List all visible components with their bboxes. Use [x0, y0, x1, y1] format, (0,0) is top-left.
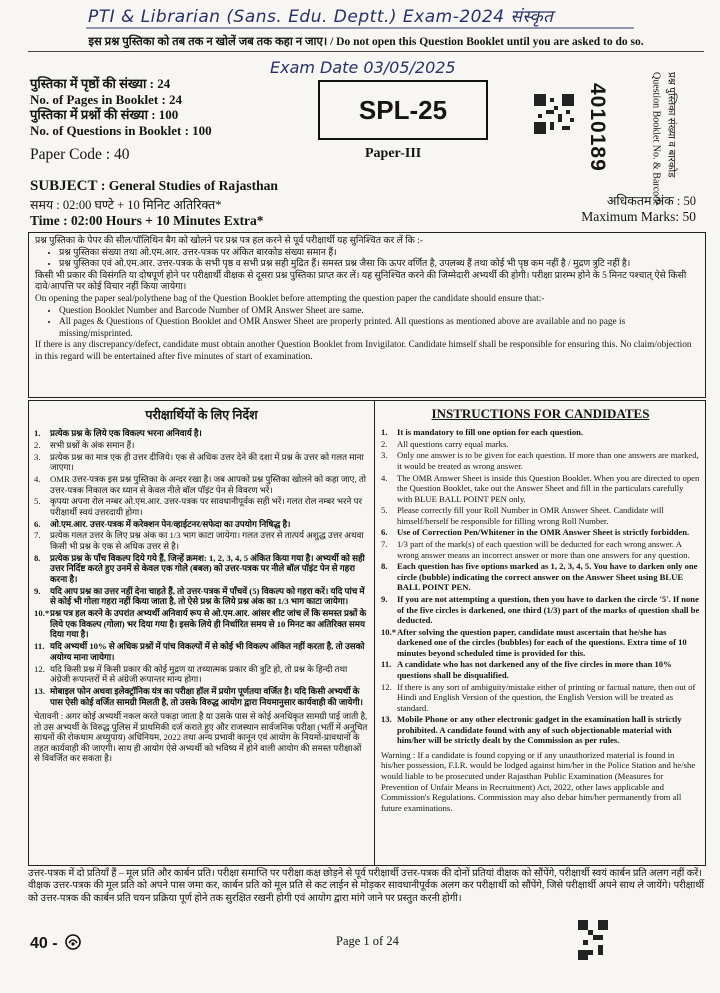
- instructions-columns: [28, 400, 706, 866]
- english-warning: Warning : If a candidate is found copying or if any unauthorized material is found in his/her possession, F.I.R. would be lodged against him/her in the Police Station and he/she would liable to be prosecuted under Rajasthan Public Examination (Measures for Prevention of Unfair Means in Recruitment) Act, 2022, other laws applicable and Commission's Regulations. Commission may also debar him/her permanently from all future examinations.: [381, 749, 696, 813]
- english-instructions-title: INSTRUCTIONS FOR CANDIDATES: [431, 406, 650, 421]
- questions-count-english: No. of Questions in Booklet : 100: [30, 122, 212, 138]
- hindi-instructions-list: [34, 428, 369, 707]
- qr-code-icon: [534, 94, 574, 134]
- subject-label: SUBJECT: [30, 178, 98, 194]
- footer-code-text: 40 -: [30, 935, 58, 952]
- rpsc-logo-icon: [65, 934, 81, 950]
- marks-info: [581, 194, 696, 224]
- subject-value: : General Studies of Rajasthan: [100, 178, 278, 193]
- footer-paper-code: [30, 934, 81, 953]
- hindi-instructions: [29, 401, 375, 865]
- list-item: 13. Mobile Phone or any other electronic gadget in the examination hall is strictly prohibited. A candidate found with any of such objectionable material with him/her will be strictly dealt by the Commission as per rules.: [381, 714, 682, 746]
- max-marks-hindi: अधिकतम अंक : 50: [606, 194, 696, 208]
- list-item: 8. Each question has five options marked as 1, 2, 3, 4, 5. You have to darken only one circle (bubble) indicating the correct answer on the Answer Sheet using BLUE BALL POINT PEN.: [381, 561, 698, 593]
- hindi-instructions-title: परीक्षार्थियों के लिए निर्देश: [145, 408, 258, 422]
- time-info: [30, 198, 264, 228]
- list-item: 7. 1/3 part of the mark(s) of each question will be deducted for each wrong answer. A wrong answer means an incorrect answer or more than one answers for any question.: [381, 539, 690, 560]
- list-item: 5. कृपया अपना रोल नम्बर ओ.एम.आर. उत्तर-पत्रक पर सावधानीपूर्वक सही भरें। गलत रोल नम्बर भरने पर परीक्षार्थी स्वयं उत्तरदायी होगा।: [34, 496, 363, 517]
- qr-code-icon: [578, 920, 608, 960]
- max-marks-english: Maximum Marks: 50: [581, 209, 696, 224]
- handwritten-underline: [86, 27, 634, 29]
- handwritten-exam-title: PTI & Librarian (Sans. Edu. Deptt.) Exam-2024 संस्कृत: [88, 7, 554, 27]
- side-label-hindi: प्रश्न पुस्तिका संख्या व बारकोड: [665, 72, 677, 178]
- list-item: 13. मोबाइल फोन अथवा इलेक्ट्रॉनिक यंत्र का परीक्षा हॉल में प्रयोग पूर्णतया वर्जित है। यदि किसी अभ्यर्थी के पास ऐसी कोई वर्जित सामग्री मिलती है, तो उसके विरुद्ध आयोग द्वारा नियमानुसार कार्यवाही की जायेगी।: [34, 685, 363, 707]
- list-item: 8. प्रत्येक प्रश्न के पाँच विकल्प दिये गये हैं, जिन्हें क्रमश: 1, 2, 3, 4, 5 अंकित किया गया है। अभ्यर्थी को सही उत्तर निर्दिष्ट करते हुए उनमें से केवल एक गोले (बबल) को उत्तर-पत्रक पर नीले बॉल पॉइंट पेन से गहरा करना है।: [34, 552, 365, 585]
- time-english: Time : 02:00 Hours + 10 Minutes Extra*: [30, 213, 264, 228]
- list-item: 3. Only one answer is to be given for each question. If more than one answers are marked, it would be treated as wrong answer.: [381, 450, 699, 471]
- hindi-warning: चेतावनी : अगर कोई अभ्यर्थी नकल करते पकड़ा जाता है या उसके पास से कोई अनधिकृत सामग्री पाई जाती है, तो उस अभ्यर्थी के विरुद्ध पुलिस में प्राथमिकी दर्ज कराते हुए और राजस्थान सार्वजनिक परीक्षा (भर्ती में अनुचित साधनों की रोकथाम अध्युपाय) अधिनियम, 2022 तथा अन्य प्रभावी कानून एवं आयोग के नियमों-प्रावधानों के तहत कार्यवाही की जाएगी। साथ ही आयोग ऐसे अभ्यर्थी को भविष्य में होने वाली आयोग की समस्त परीक्षाओं से विवर्जित कर सकता है।: [34, 711, 368, 764]
- list-item: 1. It is mandatory to fill one option for each question.: [381, 427, 584, 437]
- notice-intro-english: On opening the paper seal/polythene bag of the Question Booklet before attempting the question paper the candidate should ensure that:-: [35, 293, 545, 304]
- notice-bullet: • All pages & Questions of Question Booklet and OMR Answer Sheet are properly printed. All questions as mentioned above are available and no page is missing/misprinted.: [59, 317, 699, 340]
- pages-count-english: No. of Pages in Booklet : 24: [30, 91, 183, 107]
- list-item: 11. A candidate who has not darkened any of the five circles in more than 10% questions shall be disqualified.: [381, 659, 672, 680]
- notice-bullet: • प्रश्न पुस्तिका एवं ओ.एम.आर. उत्तर-पत्रक के सभी पृष्ठ व सभी प्रश्न सही मुद्रित हैं। समस्त प्रश्न जैसा कि ऊपर वर्णित है, उपलब्ध हैं तथा कोई भी पृष्ठ कम नहीं है / मुद्रण त्रुटि नहीं है।: [59, 259, 699, 271]
- handwritten-exam-date: Exam Date 03/05/2025: [270, 58, 456, 77]
- series-label: SPL-25: [358, 94, 448, 125]
- paper-number: Paper-III: [365, 146, 422, 161]
- side-label-english: Question Booklet No. & Barcode: [650, 72, 662, 206]
- list-item: 12. यदि किसी प्रश्न में किसी प्रकार की कोई मुद्रण या तथ्यात्मक प्रकार की त्रुटि हो, तो प्रश्न के हिन्दी तथा अंग्रेजी रूपान्तरों में से अंग्रेजी रूपान्तर मान्य होगा।: [34, 663, 348, 685]
- notice-bullet: • Question Booklet Number and Barcode Number of OMR Answer Sheet are same.: [59, 306, 699, 318]
- list-item: 12. If there is any sort of ambiguity/mistake either of printing or factual nature, then out of Hindi and English Version of the question, the English Version will be treated as standard.: [381, 681, 696, 713]
- do-not-open-warning: इस प्रश्न पुस्तिका को तब तक न खोलें जब तक कहा न जाए। / Do not open this Question Booklet until you are asked to do so.: [28, 34, 704, 52]
- list-item: 4. The OMR Answer Sheet is inside this Question Booklet. When you are directed to open the Question Booklet, take out the Answer Sheet and fill in the particulars carefully with BLUE BALL POINT PEN only.: [381, 472, 700, 504]
- time-hindi: समय : 02:00 घण्टे + 10 मिनिट अतिरिक्त*: [30, 198, 222, 212]
- list-item: 5. Please correctly fill your Roll Number in OMR Answer Sheet. Candidate will himself/herself be responsible for filling wrong Roll Number.: [381, 505, 664, 526]
- list-item: 10.* प्रश्न पत्र हल करने के उपरांत अभ्यर्थी अनिवार्य रूप से ओ.एम.आर. आंसर शीट जांच लें कि समस्त प्रश्नों के लिये एक विकल्प (गोला) भर दिया गया है। इसके लिये ही निर्धारित समय से 10 मिनट का अतिरिक्त समय दिया गया है।: [34, 608, 367, 640]
- notice-bullets-hindi: [35, 248, 699, 271]
- questions-count-hindi: पुस्तिका में प्रश्नों की संख्या : 100: [30, 107, 179, 122]
- notice-intro-hindi: प्रश्न पुस्तिका के पेपर की सील/पॉलिथिन बैग को खोलने पर प्रश्न पत्र हल करने से पूर्व परीक्षार्थी यह सुनिश्चित कर लें कि :-: [35, 236, 423, 246]
- list-item: 2. All questions carry equal marks.: [381, 438, 509, 449]
- english-instructions: [375, 401, 705, 865]
- list-item: 1. प्रत्येक प्रश्न के लिये एक विकल्प भरना अनिवार्य है।: [34, 428, 202, 438]
- list-item: 6. Use of Correction Pen/Whitener in the OMR Answer Sheet is strictly forbidden.: [381, 527, 690, 538]
- paper-code: Paper Code : 40: [30, 146, 130, 163]
- list-item: 2. सभी प्रश्नों के अंक समान हैं।: [34, 439, 135, 450]
- pages-count-hindi: पुस्तिका में पृष्ठों की संख्या : 24: [30, 76, 171, 91]
- list-item: 6. ओ.एम.आर. उत्तर-पत्रक में करेक्शन पेन/व्हाईटनर/सफेदा का उपयोग निषिद्ध है।: [34, 518, 291, 529]
- booklet-serial-number: [582, 74, 612, 180]
- list-item: 9. If you are not attempting a question, then you have to darken the circle '5'. If none of the five circles is darkened, one third (1/3) part of the marks of question shall be deducted.: [381, 594, 700, 625]
- booklet-info: [30, 76, 212, 138]
- notice-bullet: • प्रश्न पुस्तिका संख्या तथा ओ.एम.आर. उत्तर-पत्रक पर अंकित बारकोड संख्या समान हैं।: [59, 248, 699, 260]
- page-number: Page 1 of 24: [336, 934, 399, 948]
- serial-number-text: 4010189: [586, 82, 609, 172]
- list-item: 7. प्रत्येक गलत उत्तर के लिए प्रश्न अंक का 1/3 भाग काटा जायेगा। गलत उत्तर से तात्पर्य अशुद्ध उत्तर अथवा किसी भी प्रश्न के एक से अधिक उत्तर से है।: [34, 530, 364, 552]
- answer-sheet-copy-note: उत्तर-पत्रक में दो प्रतियाँ हैं – मूल प्रति और कार्बन प्रति। परीक्षा समाप्ति पर परीक्षा कक्ष छोड़ने से पूर्व परीक्षार्थी उत्तर-पत्रक की दोनों प्रतियां वीक्षक को सौंपेंगे, परीक्षार्थी स्वयं कार्बन प्रति अलग नहीं करें। वीक्षक उत्तर-पत्रक की मूल प्रति को अपने पास जमा कर, कार्बन प्रति को मूल प्रति से कट लाईन से मोड़कर सावधानीपूर्वक अलग कर परीक्षार्थी को सौंपेंगे, जिसे परीक्षार्थी अपने साथ ले जायेंगे। परीक्षार्थी को उत्तर-पत्रक की कार्बन प्रति चयन प्रक्रिया पूर्ण होने तक सुरक्षित रखनी होगी एवं आयोग द्वारा मांगे जाने पर प्रस्तुत करनी होगी।: [28, 868, 705, 904]
- english-instructions-list: [381, 427, 700, 746]
- subject-line: [30, 178, 278, 195]
- list-item: 9. यदि आप प्रश्न का उत्तर नहीं देना चाहते हैं, तो उत्तर-पत्रक में पाँचवें (5) विकल्प को गहरा करें। यदि पांच में से कोई भी गोला गहरा नहीं किया जाता है, तो ऐसे प्रश्न के लिये प्रश्न अंक का 1/3 भाग काटा जायेगा।: [34, 585, 365, 607]
- list-item: 4. OMR उत्तर-पत्रक इस प्रश्न पुस्तिका के अन्दर रखा है। जब आपको प्रश्न पुस्तिका खोलने को कहा जाए, तो उत्तर-पत्रक निकाल कर ध्यान से केवल नीले बॉल पॉइंट पेन से विवरण भरें।: [34, 473, 367, 495]
- notice-outro-english: If there is any discrepancy/defect, candidate must obtain another Question Booklet from Invigilator. Candidate himself shall be responsible for ensuring this. No claim/objection in this regard will be entertained after five minutes of start of examination.: [35, 340, 692, 362]
- opening-instructions-box: [28, 232, 706, 398]
- series-box: [318, 80, 488, 140]
- list-item: 10.* After solving the question paper, candidate must ascertain that he/she has darkened one of the circles (bubbles) for each of the questions. Extra time of 10 minutes beyond scheduled time is provided for this.: [381, 626, 687, 658]
- list-item: 3. प्रत्येक प्रश्न का मात्र एक ही उत्तर दीजिये। एक से अधिक उत्तर देने की दशा में प्रश्न के उत्तर को गलत माना जाएगा।: [34, 451, 364, 473]
- notice-bullets-english: [35, 306, 699, 341]
- list-item: 11. यदि अभ्यर्थी 10% से अधिक प्रश्नों में पांच विकल्पों में से कोई भी विकल्प अंकित नहीं करता है, तो उसको अयोग्य माना जायेगा।: [34, 641, 365, 662]
- notice-outro-hindi: किसी भी प्रकार की विसंगति या दोषपूर्ण होने पर परीक्षार्थी वीक्षक से दूसरा प्रश्न पुस्तिका प्राप्त कर लें। यह सुनिश्चित करने की जिम्मेदारी अभ्यर्थी की होगी। परीक्षा प्रारम्भ होने के 5 मिनट पश्चात् ऐसे किसी दावे/आपत्ति पर कोई विचार नहीं किया जायेगा।: [35, 270, 687, 293]
